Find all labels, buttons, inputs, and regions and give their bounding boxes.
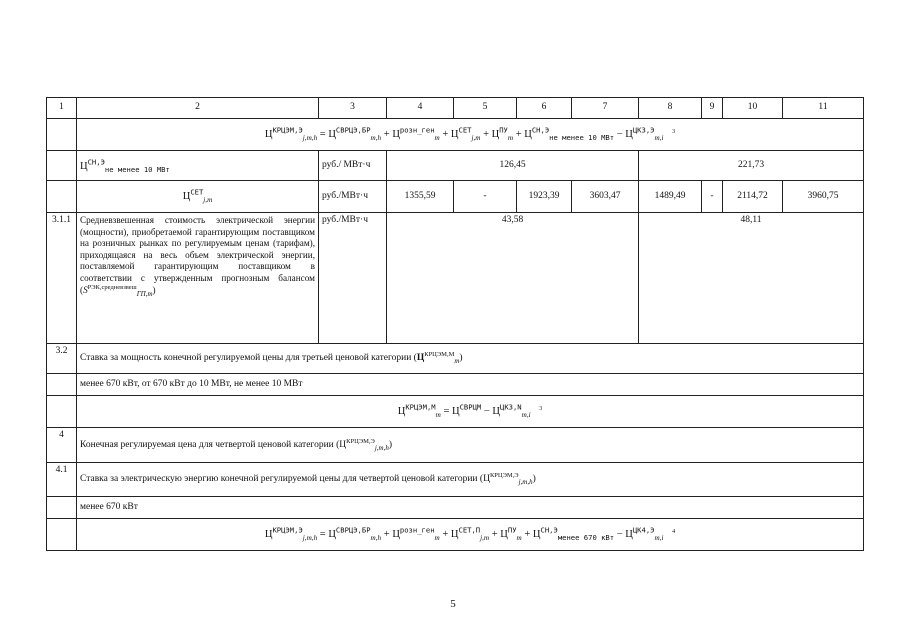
row-description: Конечная регулируемая цена для четвертой ценовой категории $(Ц^{КРЦЭМ,Э}_{j,m,h})$ <box>77 428 864 463</box>
col-header-2: 2 <box>77 98 319 119</box>
col-header-4: 4 <box>387 98 454 119</box>
col-header-5: 5 <box>454 98 517 119</box>
value-set-7: 3603,47 <box>572 181 639 213</box>
formula-krcem-m: $Ц^{КРЦЭМ,М}_m = Ц^{СВРЦМ} - Ц^{ЦКЗ,N}_{m,i}$ $^3$ <box>77 396 864 428</box>
header-row <box>47 98 864 119</box>
footnote-ref: 3 <box>672 129 676 136</box>
row-set <box>47 181 864 213</box>
tariff-table <box>46 97 864 551</box>
formula-krcem-e: $Ц^{КРЦЭМ,Э}_{j,m,h} = Ц^{СВРЦЭ,БР}_{m,h} + Ц^{розн\_ген}_m + Ц^{СЕТ}_{j,m} + Ц^{ПУ}_m + Ц^{СН,Э}_{не менее 10 МВт} - Ц^{ЦКЗ,Э}_{m,i}$ $^3$ <box>77 119 864 151</box>
page-number: 5 <box>450 598 456 610</box>
label-sn: $Ц^{СН,Э}_{не менее 10 МВт}$ <box>77 151 319 181</box>
value-set-5: - <box>454 181 517 213</box>
col-header-11: 11 <box>783 98 864 119</box>
value-set-4: 1355,59 <box>387 181 454 213</box>
row-subtext: менее 670 кВт, от 670 кВт до 10 МВт, не менее 10 МВт <box>77 374 864 396</box>
unit-311: руб./МВт·ч <box>319 213 387 344</box>
value-set-11: 3960,75 <box>783 181 864 213</box>
row-number: 4.1 <box>47 463 77 497</box>
row-subtext: менее 670 кВт <box>77 497 864 519</box>
value-set-6: 1923,39 <box>517 181 572 213</box>
formula-row-3 <box>47 519 864 551</box>
row-4-1 <box>47 463 864 497</box>
value-sn-a: 126,45 <box>387 151 639 181</box>
col-header-8: 8 <box>639 98 702 119</box>
row-4-1-sub <box>47 497 864 519</box>
row-number: 3.2 <box>47 344 77 374</box>
col-header-7: 7 <box>572 98 639 119</box>
unit-sn: руб./ МВт·ч <box>319 151 387 181</box>
row-3-2 <box>47 344 864 374</box>
row-description: Ставка за электрическую энергию конечной регулируемой цены для четвертой ценовой категории $(Ц^{КРЦЭМ,Э}_{j,m,h})$ <box>77 463 864 497</box>
value-311-b: 48,11 <box>639 213 864 344</box>
value-sn-b: 221,73 <box>639 151 864 181</box>
col-header-6: 6 <box>517 98 572 119</box>
col-header-1: 1 <box>47 98 77 119</box>
col-header-9: 9 <box>702 98 723 119</box>
row-description: Средневзвешенная стоимость электрической энергии (мощности), приобретаемой гарантирующим поставщиком на розничных рынках по регулируемым ценам (тарифам), приходящаяся на весь объем электрической энергии, поставляемой гарантирующим поставщиком в соответствии с утвержденным прогнозным балансом $(S^{РЭК,средневзвеш}_{ГП,m})$ <box>77 213 319 344</box>
row-3-1-1 <box>47 213 864 344</box>
row-description: Ставка за мощность конечной регулируемой цены для третьей ценовой категории $(Ц^{КРЦЭМ,М}_m)$ <box>77 344 864 374</box>
formula-krcem-e-4: $Ц^{КРЦЭМ,Э}_{j,m,h} = Ц^{СВРЦЭ,БР}_{m,h} + Ц^{розн\_ген}_m + Ц^{СЕТ,П}_{j,m} + Ц^{ПУ}_m + Ц^{СН,Э}_{менее 670 кВт} - Ц^{ЦК4,Э}_{m,i}$ $^4$ <box>77 519 864 551</box>
col-header-10: 10 <box>723 98 783 119</box>
value-set-8: 1489,49 <box>639 181 702 213</box>
row-4 <box>47 428 864 463</box>
value-set-9: - <box>702 181 723 213</box>
value-311-a: 43,58 <box>387 213 639 344</box>
row-3-2-sub <box>47 374 864 396</box>
col-header-3: 3 <box>319 98 387 119</box>
footnote-ref: 4 <box>672 529 676 536</box>
unit-set: руб./МВт·ч <box>319 181 387 213</box>
label-set: $Ц^{СЕТ}_{j,m}$ <box>77 181 319 213</box>
value-set-10: 2114,72 <box>723 181 783 213</box>
footnote-ref: 3 <box>539 406 543 413</box>
row-number: 3.1.1 <box>47 213 77 344</box>
row-sn <box>47 151 864 181</box>
formula-row-2 <box>47 396 864 428</box>
row-number: 4 <box>47 428 77 463</box>
formula-row-1 <box>47 119 864 151</box>
